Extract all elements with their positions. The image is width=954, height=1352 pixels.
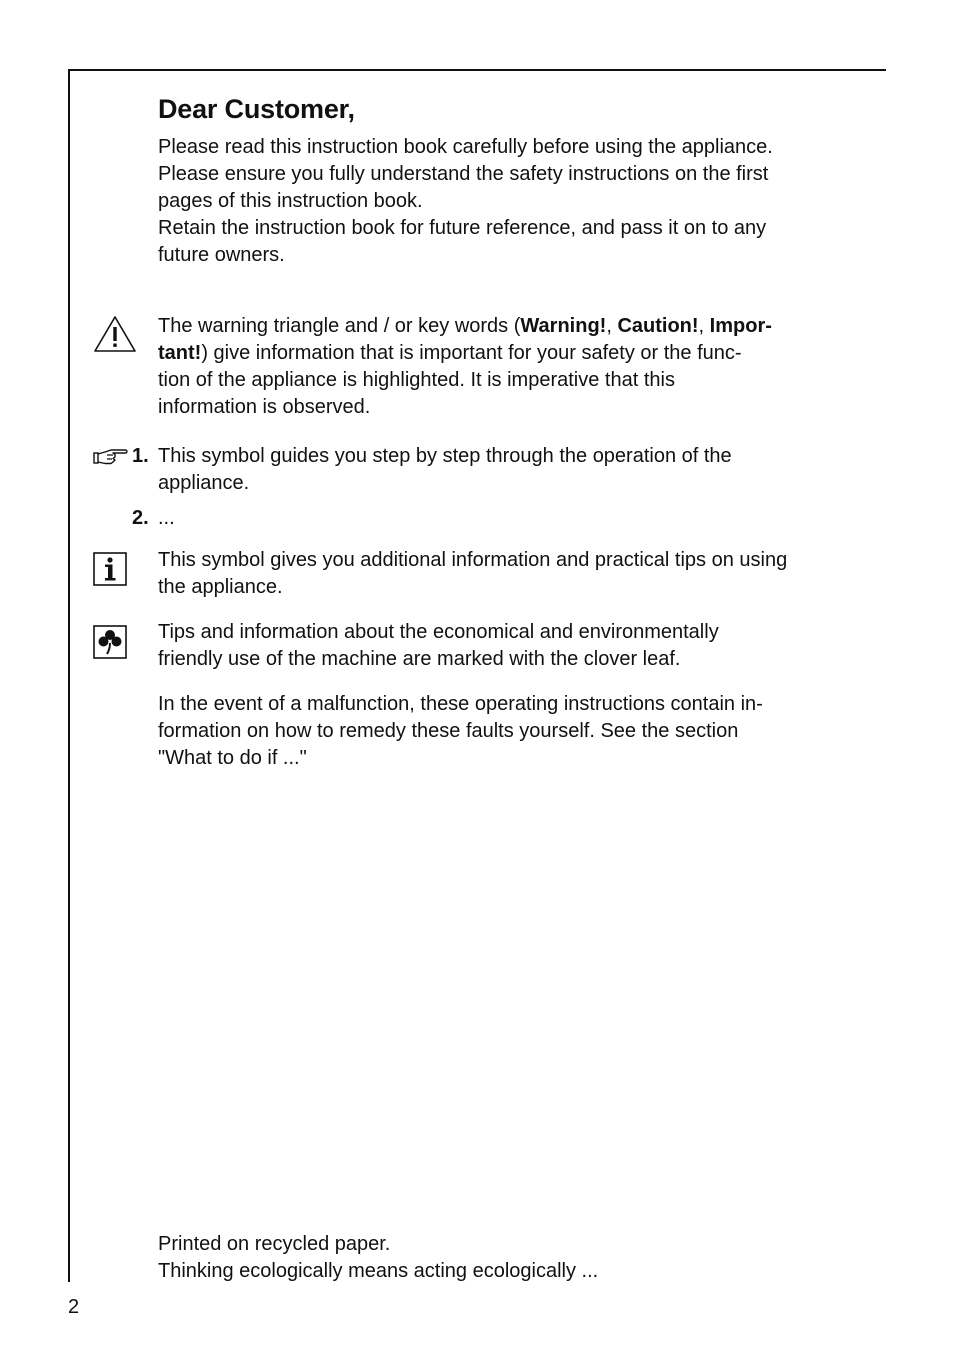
clover-leaf-icon [93,625,127,664]
step-number: 2. [132,507,149,529]
malfunction-line: "What to do if ..." [158,747,307,769]
malfunction-paragraph [158,691,858,772]
info-line: This symbol gives you additional information and practical tips on using [158,549,788,571]
eco-paragraph [158,619,858,673]
intro-line: future owners. [158,244,285,266]
keyword-caution: Caution! [617,315,699,337]
page-frame-left-rule [68,70,70,1282]
page-frame-top-rule [68,69,886,71]
step-number: 1. [132,445,149,467]
intro-line: Please read this instruction book carefully before using the appliance. [158,136,773,158]
info-paragraph [158,547,858,601]
warning-text: ) give information that is important for your safety or the func- [201,342,742,364]
warning-text: tion of the appliance is highlighted. It is imperative that this [158,369,675,391]
page-number: 2 [68,1296,80,1318]
footer-note [158,1231,858,1285]
warning-text: The warning triangle and / or key words ( [158,315,521,337]
malfunction-line: In the event of a malfunction, these operating instructions contain in- [158,693,763,715]
info-icon [93,552,127,591]
step-text-line: This symbol guides you step by step through the operation of the [158,445,732,467]
warning-triangle-icon [92,314,138,359]
page-title: Dear Customer, [158,94,355,124]
step-text-line: appliance. [158,472,250,494]
intro-line: Please ensure you fully understand the safety instructions on the first [158,163,769,185]
intro-paragraph [158,134,858,269]
malfunction-line: formation on how to remedy these faults yourself. See the section [158,720,739,742]
info-line: the appliance. [158,576,283,598]
warning-text: information is observed. [158,396,371,418]
eco-line: friendly use of the machine are marked with the clover leaf. [158,648,681,670]
intro-line: pages of this instruction book. [158,190,423,212]
keyword-warning: Warning! [520,315,607,337]
pointing-hand-icon [93,447,129,472]
separator: , [698,315,710,337]
eco-line: Tips and information about the economical and environmentally [158,621,719,643]
intro-line: Retain the instruction book for future reference, and pass it on to any [158,217,767,239]
step-2-text [158,505,858,532]
separator: , [606,315,618,337]
footer-line: Printed on recycled paper. [158,1233,391,1255]
step-text-line: ... [158,507,175,529]
keyword-important: Impor- [709,315,772,337]
warning-paragraph [158,313,858,421]
step-1-text [158,443,858,497]
keyword-important: tant! [158,342,202,364]
footer-line: Thinking ecologically means acting ecologically ... [158,1260,599,1282]
